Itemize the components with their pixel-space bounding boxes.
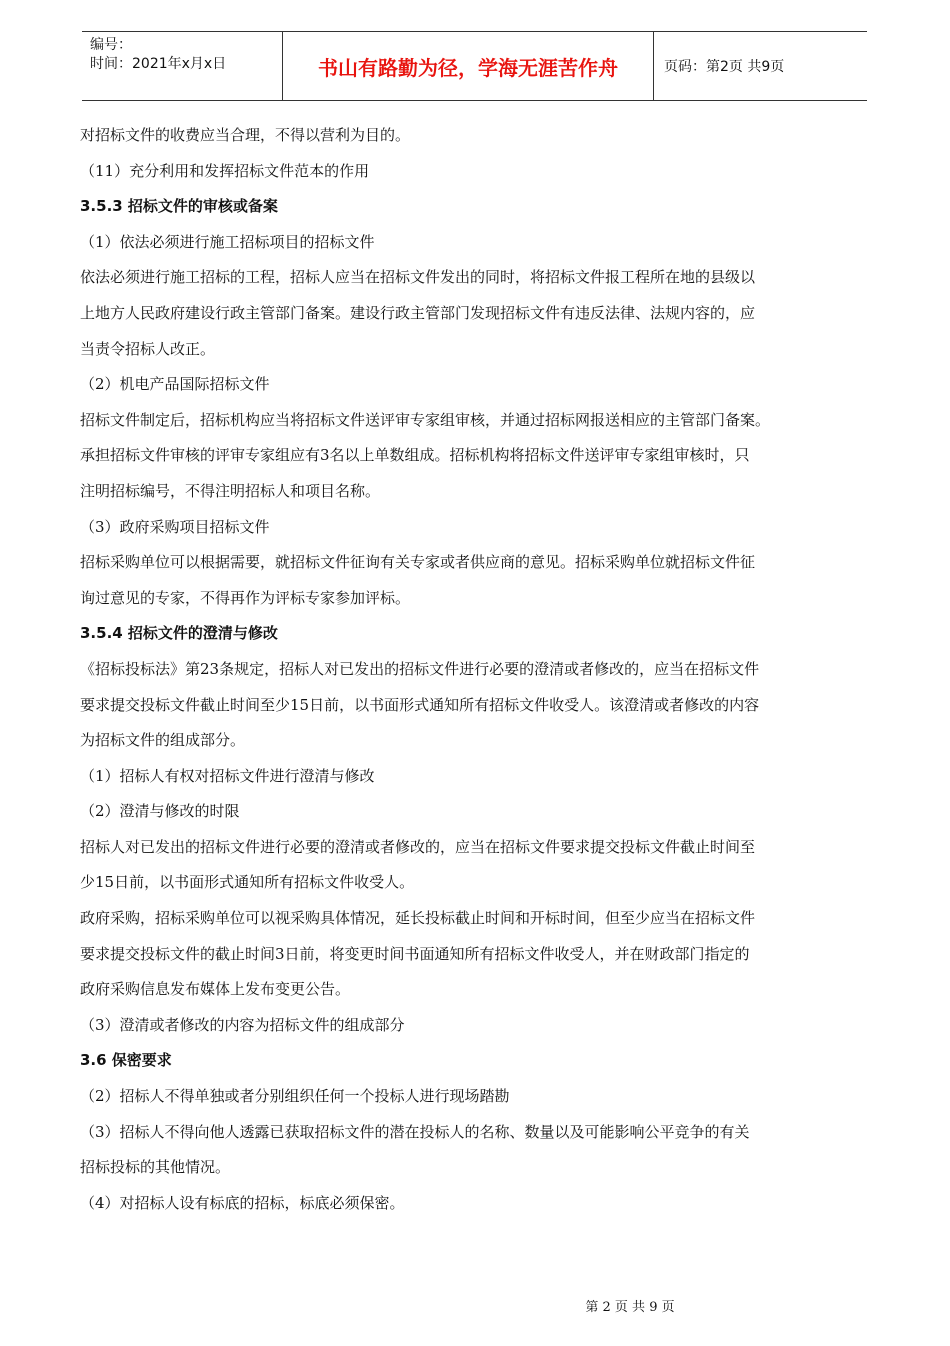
body-line: 依法必须进行施工招标的工程，招标人应当在招标文件发出的同时，将招标文件报工程所在地的县级以 [80, 268, 756, 287]
body-line: （2）澄清与修改的时限 [80, 802, 240, 821]
body-line: 上地方人民政府建设行政主管部门备案。建设行政主管部门发现招标文件有违反法律、法规内容的，应 [80, 303, 756, 322]
body-line: 为招标文件的组成部分。 [80, 731, 246, 750]
body-line: 注明招标编号，不得注明招标人和项目名称。 [80, 481, 381, 500]
body-line: 政府采购，招标采购单位可以视采购具体情况，延长投标截止时间和开标时间，但至少应当在招标文件 [80, 909, 756, 928]
body-line: 询过意见的专家，不得再作为评标专家参加评标。 [80, 588, 411, 607]
body-line: （1）依法必须进行施工招标项目的招标文件 [80, 232, 375, 251]
body-line: （2）机电产品国际招标文件 [80, 375, 270, 394]
body-line: 招标投标的其他情况。 [80, 1158, 231, 1177]
body-line: （4）对招标人设有标底的招标，标底必须保密。 [80, 1193, 405, 1212]
body-line: （11）充分利用和发挥招标文件范本的作用 [80, 161, 370, 180]
body-line: （3）澄清或者修改的内容为招标文件的组成部分 [80, 1015, 405, 1034]
header-page-info: 页码：第2页 共9页 [664, 59, 785, 75]
section-heading: 3.5.3 招标文件的审核或备案 [80, 197, 278, 216]
page-header [82, 31, 867, 101]
doc-date-label: 时间：2021年x月x日 [90, 56, 227, 72]
body-line: 招标采购单位可以根据需要，就招标文件征询有关专家或者供应商的意见。招标采购单位就招标文件征 [80, 553, 756, 572]
body-line: 招标文件制定后，招标机构应当将招标文件送评审专家组审核，并通过招标网报送相应的主管部门备案。 [80, 410, 771, 429]
body-line: （3）政府采购项目招标文件 [80, 517, 270, 536]
section-heading: 3.5.4 招标文件的澄清与修改 [80, 624, 278, 643]
body-line: 要求提交投标文件截止时间至少15日前，以书面形式通知所有招标文件收受人。该澄清或者修改的内容 [80, 695, 760, 714]
header-motto: 书山有路勤为径，学海无涯苦作舟 [283, 32, 654, 100]
document-body [80, 118, 870, 1221]
body-line: 承担招标文件审核的评审专家组应有3名以上单数组成。招标机构将招标文件送评审专家组审核时，只 [80, 446, 750, 465]
body-line: 政府采购信息发布媒体上发布变更公告。 [80, 980, 351, 999]
body-line: 当责令招标人改正。 [80, 339, 216, 358]
body-line: 要求提交投标文件的截止时间3日前，将变更时间书面通知所有招标文件收受人，并在财政部门指定的 [80, 944, 750, 963]
body-line: 《招标投标法》第23条规定，招标人对已发出的招标文件进行必要的澄清或者修改的，应当在招标文件 [80, 659, 760, 678]
body-line: 少15日前，以书面形式通知所有招标文件收受人。 [80, 873, 415, 892]
section-heading: 3.6 保密要求 [80, 1051, 172, 1070]
doc-number-label: 编号： [90, 37, 132, 53]
body-line: （3）招标人不得向他人透露已获取招标文件的潜在投标人的名称、数量以及可能影响公平竞争的有关 [80, 1122, 750, 1141]
body-line: 对招标文件的收费应当合理，不得以营利为目的。 [80, 126, 411, 144]
body-line: （2）招标人不得单独或者分别组织任何一个投标人进行现场踏勘 [80, 1087, 510, 1106]
body-line: （1）招标人有权对招标文件进行澄清与修改 [80, 766, 375, 785]
body-line: 招标人对已发出的招标文件进行必要的澄清或者修改的，应当在招标文件要求提交投标文件截止时间至 [80, 837, 756, 856]
header-meta [82, 32, 283, 100]
page-footer: 第 2 页 共 9 页 [585, 1300, 675, 1315]
